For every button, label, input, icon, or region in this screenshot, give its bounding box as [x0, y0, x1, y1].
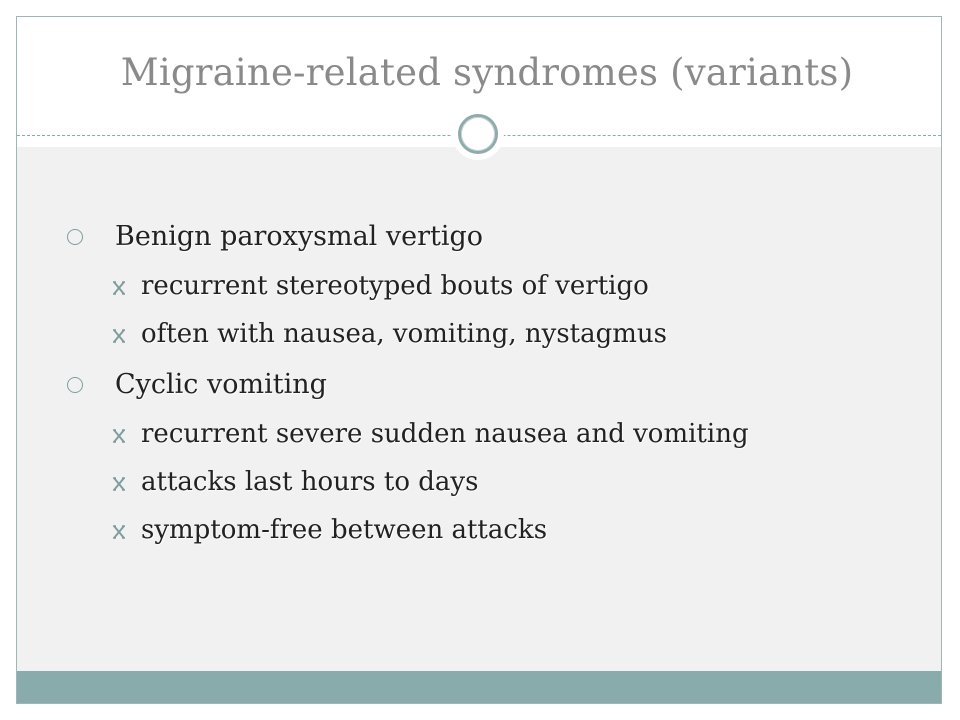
sub-bullet-text: recurrent stereotyped bouts of vertigo: [141, 271, 649, 301]
bullet-text: Benign paroxysmal vertigo: [115, 221, 484, 252]
circle-bullet-icon: [67, 229, 83, 245]
sub-bullet-text: attacks last hours to days: [141, 467, 479, 497]
cross-bullet-icon: [113, 429, 125, 443]
circle-bullet-icon: [67, 377, 83, 393]
footer-bar: [17, 671, 941, 703]
bullet-list: [17, 147, 941, 671]
cross-bullet-icon: [113, 477, 125, 491]
bullet-text: Cyclic vomiting: [115, 369, 327, 400]
sub-bullet-text: recurrent severe sudden nausea and vomiting: [141, 419, 749, 449]
cross-bullet-icon: [113, 329, 125, 343]
ring-ornament-inner: [458, 114, 498, 154]
sub-bullet-text: often with nausea, vomiting, nystagmus: [141, 319, 668, 349]
sub-bullet-text: symptom-free between attacks: [141, 515, 548, 545]
content-area: [17, 147, 941, 671]
cross-bullet-icon: [113, 281, 125, 295]
slide-title: Migraine-related syndromes (variants): [120, 51, 854, 94]
cross-bullet-icon: [113, 525, 125, 539]
